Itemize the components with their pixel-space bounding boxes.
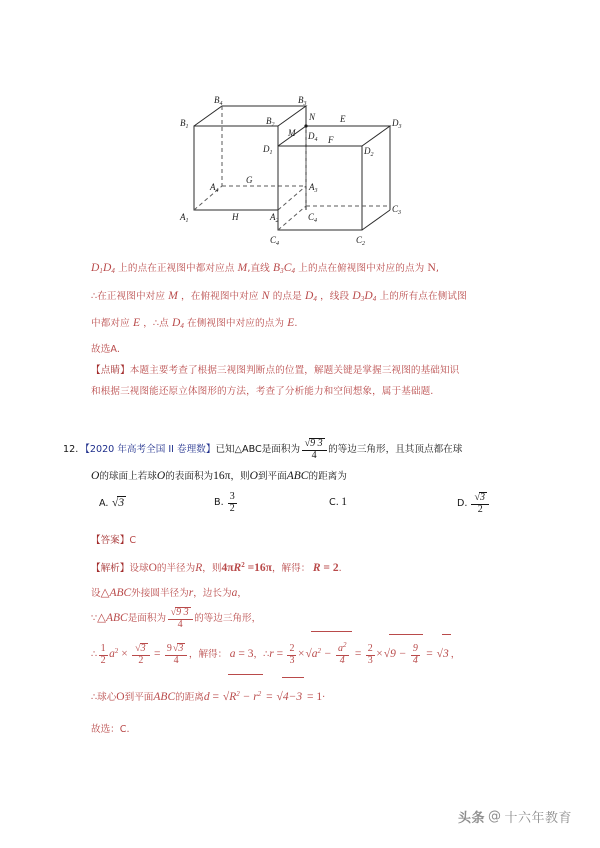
watermark-account: 十六年教育 xyxy=(504,811,572,826)
vertex-label-C2: $C_2$ xyxy=(356,235,366,246)
point-label-N: N xyxy=(309,112,316,122)
surface-area-value: 16π xyxy=(213,470,231,482)
vertex-label-A3: $A_3$ xyxy=(309,182,318,194)
solution-block xyxy=(63,528,539,742)
question-stem-b: 的等边三角形，且其顶点都在球 xyxy=(328,444,463,455)
vertex-label-B1: $B_1$ xyxy=(180,118,189,130)
option-d[interactable]: D. $\frac{√3}{2}$ xyxy=(457,492,490,516)
option-a[interactable]: A. √3 xyxy=(99,497,125,509)
watermark-at-icon: @ xyxy=(487,809,502,824)
watermark xyxy=(458,807,572,826)
area-fraction: $\frac{√9 3}{4}$ xyxy=(302,438,327,462)
vertex-label-B4: $B_4$ xyxy=(214,95,223,107)
analysis-line-1: $D_1D_4$ 上的点在正视图中都对应点 M,直线 $B_3C_4$ 上的点在俯视图中对应的点为 N, xyxy=(91,262,440,275)
option-c[interactable]: C. 1 xyxy=(329,496,348,508)
vertex-label-C4: $C_4$ xyxy=(308,212,318,224)
question-12-stem-line-2: O的球面上若球O的表面积为16π，则O到平面ABC的距离为 xyxy=(91,470,347,482)
point-label-F: F xyxy=(328,135,334,145)
vertex-label-A1: $A_1$ xyxy=(180,212,189,224)
answer-value: C xyxy=(129,535,137,546)
solution-line-2: 设△ABC外接圆半径为r，边长为a， xyxy=(91,587,247,599)
question-number: 12. xyxy=(63,444,79,455)
double-cube-svg xyxy=(170,88,430,246)
point-label-H: H xyxy=(232,212,239,222)
analysis-block xyxy=(63,256,539,402)
question-source: 【2020 年高考全国 II 卷理数】 xyxy=(80,444,216,455)
solution-explain-line-1: 【解析】设球O的半径为R，则$4\pi R^2 =16\pi$，解得： R = 2. xyxy=(91,561,342,574)
geometry-figure xyxy=(0,88,600,246)
point-label-E: E xyxy=(340,114,346,124)
solution-line-4: ∴ $\frac{1}{2}$ $a^2$ × $\frac{√3}{2}$ = $\frac{9√3}{4}$ ，解得： a = 3，∴r = $\frac{2}{3}$ $\times√a^2$ − $\frac{a^2}{4}$ = $\frac{2}{3}$ ×√9 − $\frac{9}{4}$ = √3 ， xyxy=(63,631,539,674)
vertex-label-B2: $B_2$ xyxy=(266,116,275,128)
analysis-line-2: ∴在正视图中对应 M ，在俯视图中对应 N 的点是 $D_4$ ，线段 $D_3D_4$ 上的所有点在侧试图 xyxy=(91,289,467,303)
vertex-label-D4: $D_4$ xyxy=(308,131,318,143)
solution-line-5: ∴球心O到平面ABC的距离$d = √R^2 - r^2 = √4-3 = 1\cdot$ xyxy=(63,674,539,717)
vertex-label-A4: $A_4$ xyxy=(210,182,219,194)
vertex-label-C1: $C_4$ xyxy=(270,235,280,246)
vertex-label-C3: $C_3$ xyxy=(392,204,402,216)
vertex-label-D2: $D_2$ xyxy=(364,146,374,158)
option-b[interactable]: B. $\frac{3}{2}$ xyxy=(214,491,235,514)
watermark-brand: 头条 xyxy=(457,811,485,826)
analysis-line-3: 中都对应 E ，∴点 $D_4$ 在侧视图中对应的点为 E. xyxy=(91,317,298,330)
vertex-label-D1: $D_1$ xyxy=(263,144,273,156)
question-12-stem-line-1 xyxy=(63,437,539,463)
tip-line-2: 和根据三视图能还原立体图形的方法，考查了分析能力和空间想象，属于基础题. xyxy=(91,385,434,397)
tip-line-1: 【点睛】本题主要考查了根据三视图判断点的位置，解题关键是掌握三视图的基础知识 xyxy=(91,364,460,376)
vertex-label-A2: $A_2$ xyxy=(270,212,279,224)
vertex-label-D3: $D_3$ xyxy=(392,118,402,130)
analysis-conclusion: 故选A. xyxy=(91,343,121,355)
question-stem-a: 已知△ABC是面积为 xyxy=(215,444,301,455)
solution-line-3: ∵△ABC是面积为 $\frac{√9 3}{4}$ 的等边三角形， xyxy=(91,607,262,630)
answer-options xyxy=(63,490,539,524)
solution-conclusion: 故选：C. xyxy=(91,724,130,735)
point-label-G: G xyxy=(246,175,253,185)
question-12 xyxy=(63,437,539,490)
solution-answer: 【答案】C xyxy=(91,535,137,546)
vertex-label-B3: $B_3$ xyxy=(298,95,307,107)
point-label-M: M xyxy=(288,128,296,138)
